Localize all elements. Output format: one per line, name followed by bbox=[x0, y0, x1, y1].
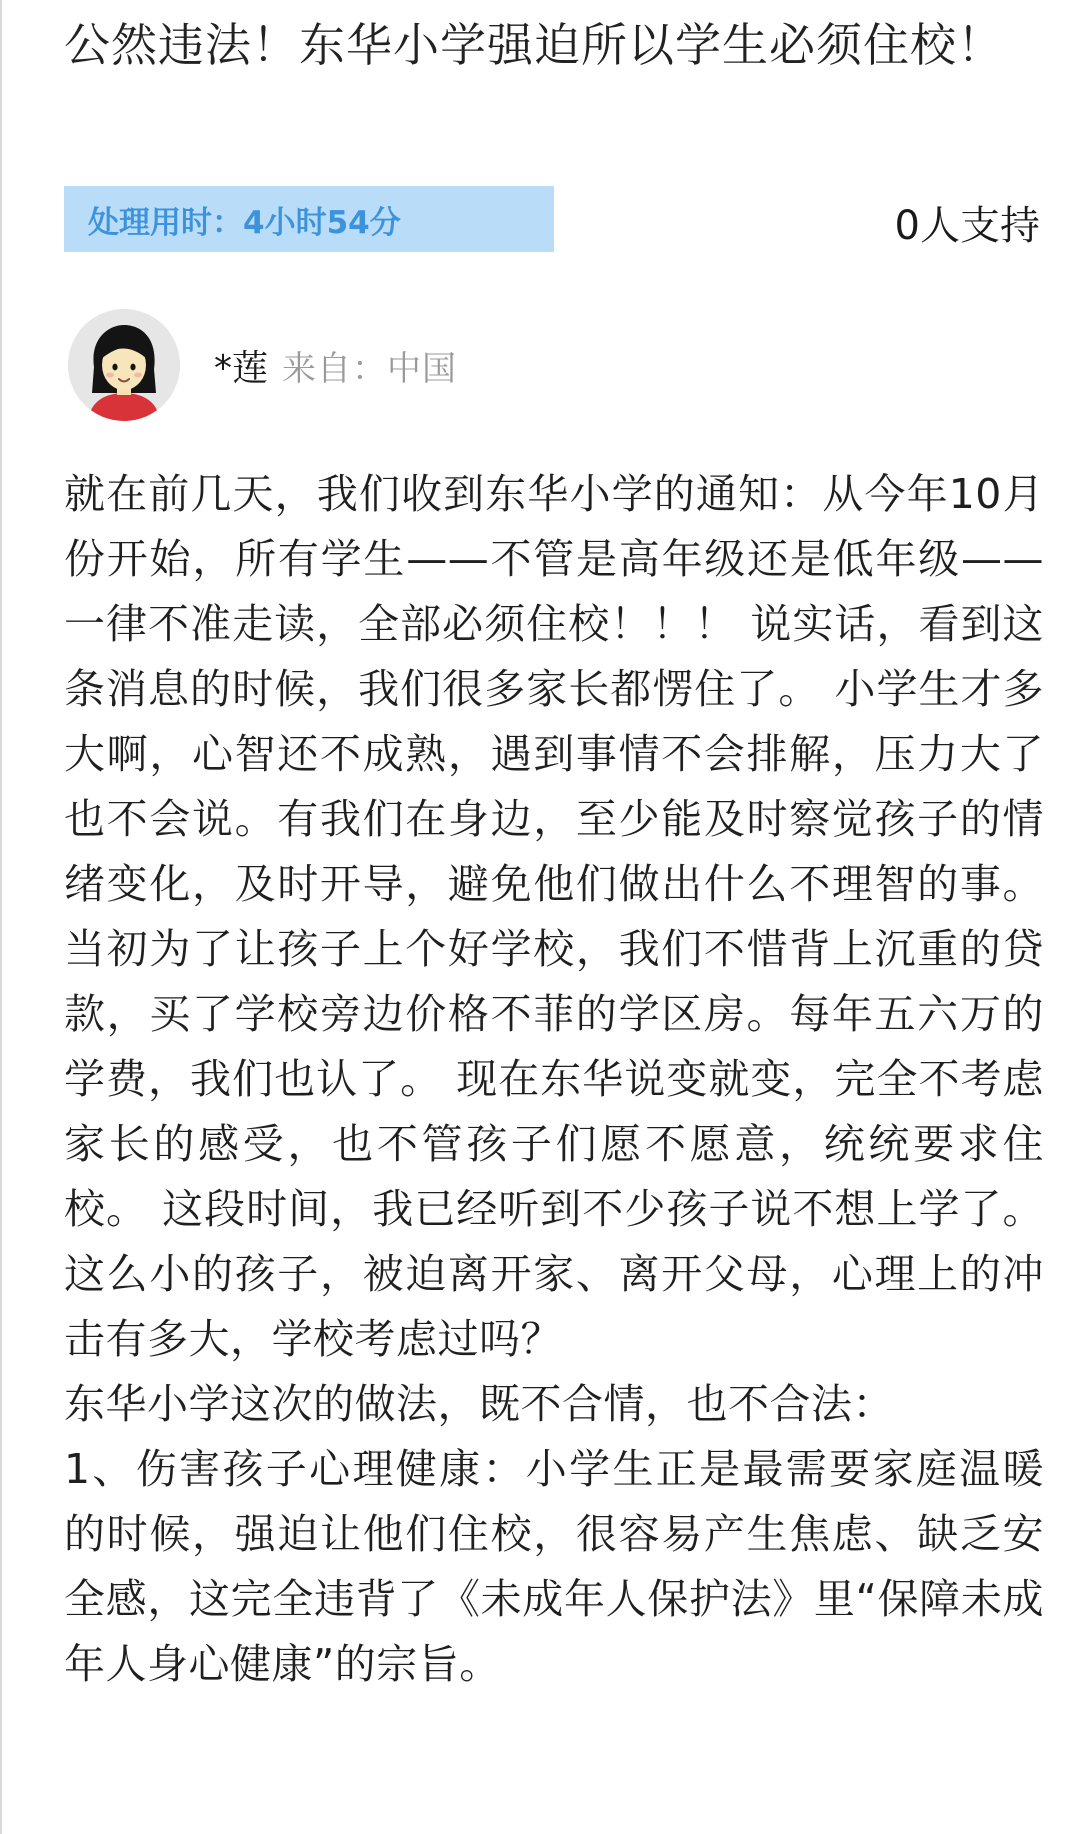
support-label: 人支持 bbox=[920, 203, 1040, 249]
post-content bbox=[64, 462, 1044, 1697]
author-row bbox=[68, 310, 457, 420]
content-paragraph: 东华小学这次的做法，既不合情，也不合法： bbox=[64, 1380, 894, 1428]
support-button[interactable] bbox=[895, 194, 1040, 251]
content-paragraph: 就在前几天，我们收到东华小学的通知：从今年10月份开始，所有学生——不管是高年级还是低年级——一律不准走读，全部必须住校！！！ 说实话，看到这条消息的时候，我们很多家长都愣住了。 小学生才多大啊，心智还不成熟，遇到事情不会排解，压力大了也不会说。有我们在身边，至少能及时察觉孩子的情绪变化，及时开导，避免他们做出什么不理智的事。 当初为了让孩子上个好学校，我们不惜背上沉重的贷款，买了学校旁边价格不菲的学区房。每年五六万的学费，我们也认了。 现在东华说变就变，完全不考虑家长的感受，也不管孩子们愿不愿意，统统要求住校。 这段时间，我已经听到不少孩子说不想上学了。这么小的孩子，被迫离开家、离开父母，心理上的冲击有多大，学校考虑过吗？ bbox=[64, 470, 1044, 1363]
processing-time-label: 处理用时： bbox=[88, 204, 243, 241]
author-location: 来自：中国 bbox=[282, 348, 458, 389]
content-paragraph: 1、伤害孩子心理健康：小学生正是最需要家庭温暖的时候，强迫让他们住校，很容易产生焦虑、缺乏安全感，这完全违背了《未成年人保护法》里“保障未成年人身心健康”的宗旨。 bbox=[64, 1445, 1044, 1688]
support-count: 0 bbox=[894, 203, 920, 249]
avatar[interactable] bbox=[68, 309, 180, 421]
processing-time-value: 4小时54分 bbox=[243, 204, 401, 241]
processing-time-badge bbox=[64, 186, 554, 252]
post-title: 公然违法！东华小学强迫所以学生必须住校！ bbox=[64, 18, 1004, 72]
author-name[interactable]: *莲 bbox=[214, 347, 269, 389]
girl-avatar-icon bbox=[68, 309, 180, 421]
